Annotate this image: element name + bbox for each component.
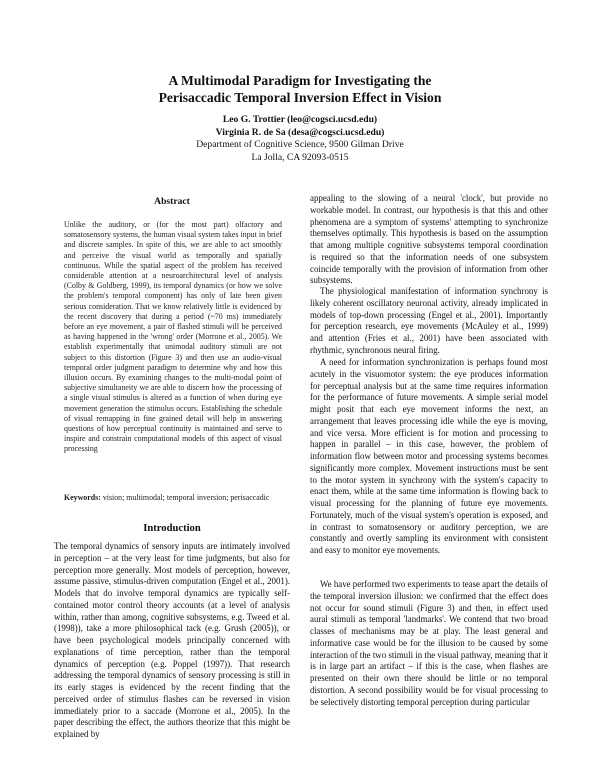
author-2: Virginia R. de Sa (desa@cogsci.ucsd.edu) [215,126,385,138]
keywords-list: vision; multimodal; temporal inversion; perisaccadic [102,493,270,502]
affiliation: Department of Cognitive Science, 9500 Gilman Drive [196,139,404,150]
paper-title [60,72,540,106]
title-line-1: A Multimodal Paradigm for Investigating the [168,73,432,88]
title-line-2: Perisaccadic Temporal Inversion Effect in Vision [158,90,442,105]
introduction-body: The temporal dynamics of sensory inputs are intimately involved in perception – at the very least for time judgments, but also for perception more generally. Most models of perception, however, assume passive, stimulus-driven computation (Engel et al., 2001). Models that do involve temporal dynamics are typically self-contained motor control theory accounts (at a level of analysis within, rather than among, cognitive subsystems, e.g. Tweed et al. (1998)), take a more philosophical tack (e.g. Grush (2005)), or have been psychological models principally concerned with explanations of time perception, rather than the temporal dynamics of perception (e.g. Poppel (1997)). That research addressing the temporal dynamics of sensory processing is still in its early stages is evidenced by the recent finding that the perceived order of stimulus flashes can be reversed in vision immediately prior to a saccade (Morrone et al., 2005). In the paper describing the effect, the authors theorize that this might be explained by [54,541,290,739]
abstract-body: Unlike the auditory, or (for the most part) olfactory and somatosensory systems, the human visual system takes input in brief and discrete samples. In spite of this, we are able to act smoothly and perceive the visual world as temporally and spatially continuous. While the spatial aspect of the problem has received considerable attention at a neuroarchitectural level of analysis (Colby & Goldberg, 1999), its temporal dynamics (or how we solve the problem's temporal component) has only of late been given serious consideration. That we know relatively little is evidenced by the recent discovery that during a period (~70 ms) immediately before an eye movement, a pair of flashed stimuli will be perceived as having happened in the 'wrong' order (Morrone et al., 2005). We establish experimentally that unimodal auditory stimuli are not subject to this distortion (Figure 3) and then use an audio-visual temporal order judgment paradigm to determine why and how this illusion occurs. By examining changes to the multi-modal point of subjective simultaneity we are able to discern how the processing of a single visual stimulus is altered as a function of when during eye movement generation the stimulus occurs. Establishing the schedule of visual remapping in fine grained detail will help in answering questions of how perceptual continuity is maintained and serve to inspire and constrain computational models of this aspect of visual processing [64,220,282,454]
author-block [60,114,540,164]
introduction-heading: Introduction [143,523,201,534]
address: La Jolla, CA 92093-0515 [251,151,349,163]
right-column-paragraph-4: We have performed two experiments to tease apart the details of the temporal inversion illusion: we confirmed that the effect does not occur for sound stimuli (Figure 3) and then, in effect used aural stimuli as temporal 'landmarks'. We contend that two broad classes of mechanisms may be at play. The least general and informative case would be for the illusion to be caused by some interaction of the two stimuli in the visual pathway, meaning that it is in large part an artifact – if this is the case, when flashes are presented on their own there should be little or no temporal distortion. A second possibility would be for visual processing to be selectively distorting temporal perception during particular [310,579,549,707]
right-column-paragraph-1: appealing to the slowing of a neural 'clock', but provide no workable model. In contrast, our hypothesis is that this and other phenomena are a symptom of systems' attempting to synchronize themselves optimally. This hypothesis is based on the assumption that among multiple cognitive subsystems temporal coordination is required so that the information needs of one subsystem coincide temporally with the provision of information from other subsystems. [310,193,548,286]
right-column-paragraph-3: A need for information synchronization is perhaps found most acutely in the visuomotor system: the eye produces information for perceptual analysis but at the same time requires information for the performance of future movements. A simple serial model might posit that each eye movement informs the next, an arrangement that leaves processing idle while the eye is moving, and vice versa. More efficient is for motion and processing to happen in parallel – in this case, however, the problem of information flow between motor and processing systems becomes significantly more complex. Movement instructions must be sent to the motor system in synchrony with the system's capacity to enact them, while at the same time information is flowing back to visual processing for the planning of future eye movements. Fortunately, much of the visual system's operation is exposed, and in contrast to somatosensory or auditory perception, we are constantly and overtly sampling its environment with consistent and easy to monitor eye movements. [310,357,548,555]
author-1: Leo G. Trottier (leo@cogsci.ucsd.edu) [222,114,378,125]
right-column-paragraph-2: The physiological manifestation of information synchrony is likely coherent oscillatory neuronal activity, already implicated in models of top-down processing (Engel et al., 2001). Importantly for perception research, eye movements (McAuley et al., 1999) and attention (Fries et al., 2001) have been associated with rhythmic, synchronous neural firing. [310,286,548,355]
abstract-heading: Abstract [154,196,190,207]
keywords-label: Keywords: [64,493,101,502]
keywords [64,493,282,503]
